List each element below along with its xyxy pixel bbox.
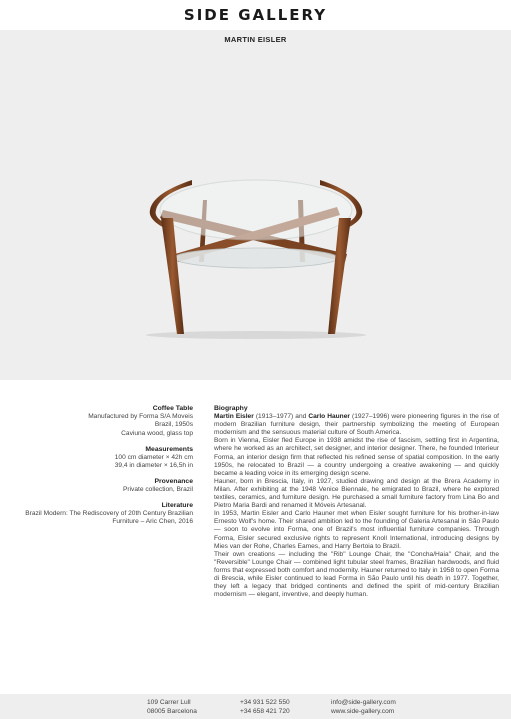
details-line: Furniture – Aric Chen, 2016	[112, 518, 193, 526]
biography-paragraph: Their own creations — including the "Rib" Lounge Chair, the "Concha/Haia" Chair, and the "Reversible" Lounge Chair — combined light tubular steel frames, Brazilian hardwoods, and fluid forms that expressed both comfort and modernity. Hauner returned to Italy in 1958 to open Forma di Brescia, while Eisler continued to lead Forma in São Paulo until his death in 1977. Together, they left a legacy that bridged continents and defined the spirit of mid-century Brazilian modernism — elegant, inventive, and deeply human.	[214, 550, 499, 599]
email-link[interactable]: info@side-gallery.com	[331, 699, 396, 706]
name-hauner: Carlo Hauner	[308, 413, 350, 421]
footer	[0, 694, 511, 719]
biography	[214, 405, 499, 599]
biography-intro	[214, 413, 499, 437]
page-subtitle: MARTIN EISLER	[224, 35, 287, 44]
details-provenance	[8, 478, 193, 494]
biography-paragraph: Born in Vienna, Eisler fled Europe in 1938 amidst the rise of fascism, settling first in Argentina, where he worked as an architect, set designer, and interior designer. There, he founded Interieur Forma, an interior design firm that reflected his refined sense of spatial composition. In the early 1950s, he relocated to Brazil — a country undergoing a creative awakening — and quickly became a leading voice in its emerging design scene.	[214, 437, 499, 477]
dates-eisler: (1913–1977) and	[253, 413, 309, 421]
footer-contact	[331, 699, 396, 716]
phone-link[interactable]: +34 931 522 550	[240, 699, 290, 706]
website-link[interactable]: www.side-gallery.com	[331, 707, 395, 715]
front-right-leg	[328, 218, 351, 334]
footer-address	[147, 699, 197, 716]
phone-link[interactable]: +34 658 421 720	[240, 707, 290, 715]
details-heading: Measurements	[145, 446, 193, 453]
details-line: Manufactured by Forma S/A Moveis	[88, 413, 193, 421]
lower-glass	[174, 248, 338, 268]
address-line: 08005 Barcelona	[147, 707, 197, 715]
details-measurements	[8, 446, 193, 471]
details-line: Private collection, Brazil	[123, 486, 193, 494]
details-coffee-table	[8, 405, 193, 438]
footer-phones	[240, 699, 290, 716]
details-line: Brazil Modern: The Rediscovery of 20th Century Brazilian	[25, 510, 193, 518]
details-heading: Coffee Table	[152, 405, 193, 412]
brand-logo: SIDE GALLERY	[183, 6, 328, 24]
details-line: 39,4 in diameter × 16,5h in	[114, 462, 193, 470]
product-photo	[0, 30, 511, 380]
biography-paragraph: Hauner, born in Brescia, Italy, in 1927, studied drawing and design at the Brera Academy in Milan. After exhibiting at the 1948 Venice Biennale, he emigrated to Brazil, where he explored textiles, ceramics, and furniture design. He purchased a small furniture factory from Lina Bo and Pietro Maria Bardi and renamed it Móveis Artesanal.	[214, 477, 499, 510]
intro-text: (1927–1996) were pioneering figures in the rise of modern Brazilian furniture design, their partnership symbolizing the meeting of European modernism and the sensuous material culture of South America.	[214, 413, 499, 437]
details-line: 100 cm diameter × 42h cm	[114, 454, 193, 462]
details-line: Caviuna wood, glass top	[121, 429, 193, 437]
address-line: 109 Carrer Lull	[147, 699, 191, 706]
glass-top	[160, 180, 352, 240]
details-literature	[8, 502, 193, 527]
details-heading: Provenance	[154, 478, 193, 485]
biography-paragraph: In 1953, Martin Eisler and Carlo Hauner met when Eisler sought furniture for his brother-in-law Ernesto Wolf's home. Their shared ambition led to the founding of Galeria Artesanal in São Paulo — soon to evolve into Forma, one of Brazil's most influential furniture companies. Through Forma, Eisler secured exclusive rights to represent Knoll International, introducing designs by Mies van der Rohe, Charles Eames, and Harry Bertoia to Brazil.	[214, 510, 499, 550]
front-left-leg	[161, 218, 184, 334]
coffee-table-illustration	[0, 30, 511, 380]
details-line: Brazil, 1950s	[154, 421, 193, 429]
details-heading: Literature	[161, 502, 193, 509]
biography-heading: Biography	[214, 405, 248, 412]
name-eisler: Martin Eisler	[214, 413, 254, 421]
